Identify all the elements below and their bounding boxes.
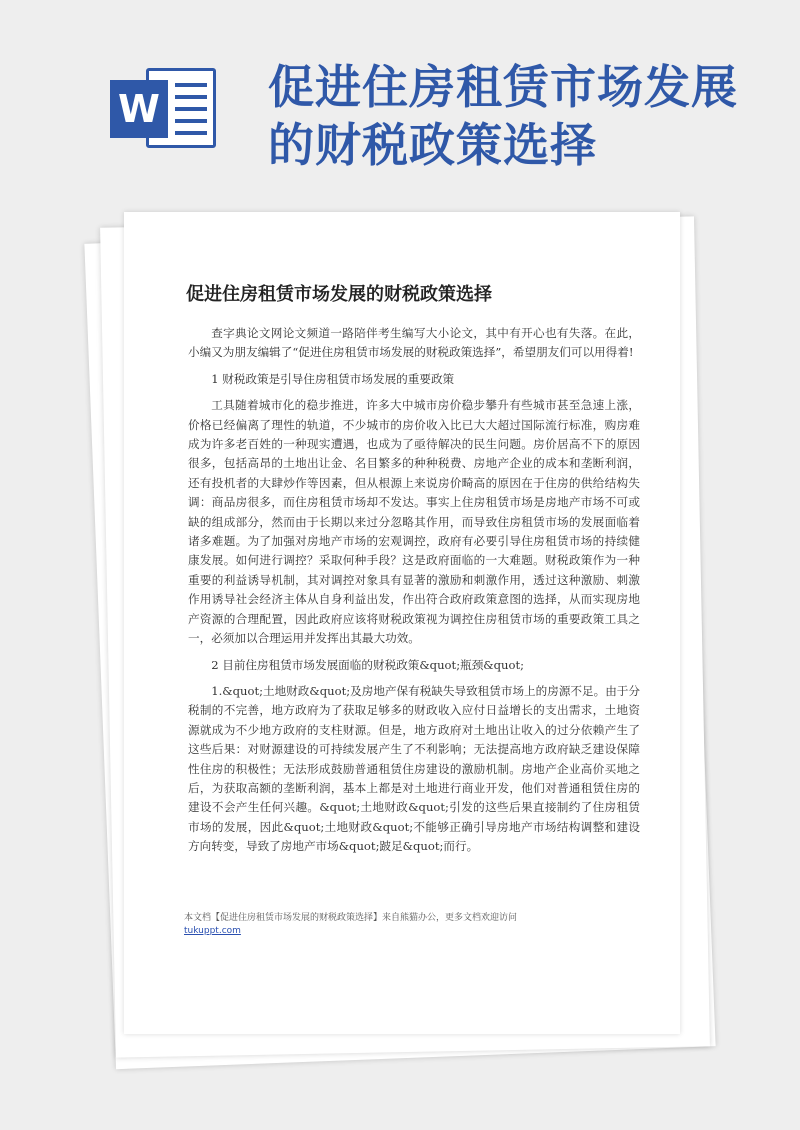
banner [0,0,800,195]
document-page [124,212,680,1034]
source-footer [184,912,644,938]
footer-note: 本文档【促进住房租赁市场发展的财税政策选择】来自熊猫办公，更多文档欢迎访问 [184,913,518,923]
document-body [188,324,640,864]
document-title: 促进住房租赁市场发展的财税政策选择 [186,284,492,305]
banner-title: 促进住房租赁市场发展的财税政策选择 [268,60,738,172]
footer-link[interactable]: tukuppt.com [184,926,241,936]
word-document-icon [110,62,220,154]
section-2-heading: 2 目前住房租赁市场发展面临的财税政策&quot;瓶颈&quot; [211,657,525,672]
section-2-paragraph: 1.&quot;土地财政&quot;及房地产保有税缺失导致租赁市场上的房源不足。由于分税制的不完善，地方政府为了获取足够多的财政收入应付日益增长的支出需求，土地资源就成为不少地方政府的支柱财源。但是，地方政府对土地出让收入的过分依赖产生了这些后果：对财源建设的可持续发展产生了不利影响；无法提高地方政府缺乏建设保障性住房的积极性；无法形成鼓励普通租赁住房建设的激励机制。房地产企业高价买地之后，为获取高额的垄断利润，基本上都是对土地进行商业开发，他们对普通租赁住房的建设不会产生任何兴趣。&quot;土地财政&quot;引发的这些后果直接制约了住房租赁市场的发展，因此&quot;土地财政&quot;不能够正确引导房地产市场结构调整和建设方向转变，导致了房地产市场&quot;跛足&quot;而行。 [188,683,640,854]
word-letter-badge: W [110,80,168,138]
section-1-heading: 1 财税政策是引导住房租赁市场发展的重要政策 [211,371,455,386]
intro-paragraph: 查字典论文网论文频道一路陪伴考生编写大小论文，其中有开心也有失落。在此，小编又为朋友编辑了“促进住房租赁市场发展的财税政策选择”，希望朋友们可以用得着! [188,326,640,360]
section-1-paragraph: 工具随着城市化的稳步推进，许多大中城市房价稳步攀升有些城市甚至急速上涨，价格已经偏离了理性的轨道，不少城市的房价收入比已大大超过国际流行标准，购房难成为许多老百姓的一种现实遭遇，也成为了亟待解决的民生问题。房价居高不下的原因很多，包括高昂的土地出让金、名目繁多的种种税费、房地产企业的成本和垄断利润，还有投机者的大肆炒作等因素，但从根源上来说房价畸高的原因在于住房的供给结构失调：商品房很多，而住房租赁市场却不发达。事实上住房租赁市场是房地产市场不可或缺的组成部分，然而由于长期以来过分忽略其作用，而导致住房租赁市场的发展面临着诸多难题。为了加强对房地产市场的宏观调控，政府有必要引导住房租赁市场的持续健康发展。如何进行调控？采取何种手段？这是政府面临的一大难题。财税政策作为一种重要的利益诱导机制，其对调控对象具有显著的激励和刺激作用，透过这种激励、刺激作用诱导社会经济主体从自身利益出发，作出符合政府政策意图的选择，从而实现房地产资源的合理配置，因此政府应该将财税政策视为调控住房租赁市场的重要政策工具之一，必须加以合理运用并发挥出其最大功效。 [188,398,640,646]
